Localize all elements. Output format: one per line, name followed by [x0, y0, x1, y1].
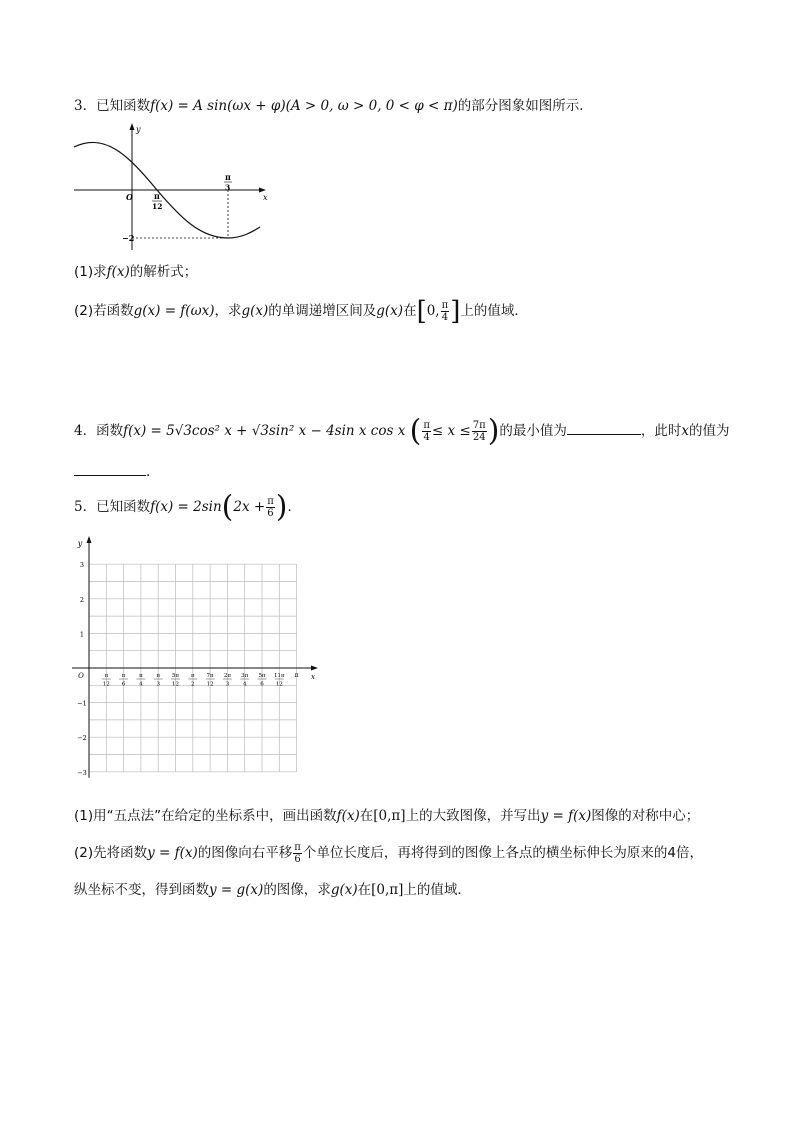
- q3-formula: f(x) = A sin(ωx + φ)(A > 0, ω > 0, 0 < φ < π): [150, 98, 458, 114]
- grid-x-tick-num: π: [139, 673, 143, 679]
- grid-x-tick-den: 3: [225, 681, 230, 688]
- grid-x-tick-den: 12: [172, 681, 179, 688]
- y-arrow-icon: [87, 536, 92, 543]
- q3-tick2-den: 3: [225, 183, 231, 192]
- q5-p2-b: 的图像向右平移: [197, 845, 293, 861]
- grid-x-last-label: π: [294, 672, 299, 679]
- q4-var: x: [681, 423, 690, 439]
- q5-p2-int: [0,π]: [371, 882, 404, 898]
- grid-x-tick-num: π: [104, 673, 109, 679]
- q3-y-label: y: [136, 125, 141, 134]
- q3-p2-mid3: 在: [403, 303, 417, 319]
- q5-p2-a: (2)先将函数: [74, 845, 148, 861]
- q5-p2-f: 在: [357, 882, 372, 898]
- grid-x-tick-den: 6: [121, 681, 126, 688]
- q3-origin: O: [126, 192, 133, 202]
- q4-formula: f(x) = 5√3cos² x + √3sin² x − 4sin x cos x: [123, 423, 406, 439]
- q3-p2-frac: $\frac{\pi}{4}$: [441, 300, 449, 323]
- q5-coordinate-grid: [70, 534, 330, 782]
- grid-x-tick-den: 12: [102, 681, 110, 688]
- q5-p2-eq1: y = f(x): [147, 845, 198, 861]
- grid-x-tick-num: π: [121, 673, 126, 679]
- q4-answer-blank-2[interactable]: [74, 475, 146, 476]
- q5-formula-pre: f(x) = 2sin: [150, 499, 222, 515]
- q3-p1-tail: 的解析式；: [129, 264, 198, 280]
- grid-x-tick-den: 6: [260, 681, 264, 688]
- q5-p1-eq: y = f(x): [540, 808, 592, 824]
- q5-formula-in: 2x +: [233, 499, 266, 515]
- q4-mid2: ，此时: [640, 423, 682, 439]
- q5-part1: [74, 806, 699, 826]
- q3-p1-f: f(x): [106, 264, 130, 280]
- q3-tick1-num: π: [154, 191, 160, 201]
- q5-formula-frac: $\frac{\pi}{6}$: [267, 496, 274, 519]
- q3-p2-tail: 上的值域．: [460, 303, 528, 319]
- q3-p2-int-left: 0,: [426, 303, 440, 319]
- q4-end: .: [146, 464, 151, 480]
- q5-p1-a: (1)用“五点法”在给定的坐标系中，画出函数: [74, 808, 337, 824]
- q3-graph: [70, 120, 280, 255]
- grid-origin: O: [78, 672, 84, 680]
- q3-part1: [74, 262, 197, 282]
- q3-p1-label: (1)求: [74, 264, 107, 280]
- q4-stem: 4．函数f(x) = 5√3cos² x + √3sin² x − 4sin x cos x ( $\frac{\pi}{4}$ ≤ x ≤ $\frac{7\pi}{24}$ )的最小值为 ，此时x的值为: [74, 413, 730, 449]
- q4-mid: 的最小值为: [499, 423, 567, 439]
- q5-p2-d: 纵坐标不变，得到函数: [74, 882, 209, 898]
- grid-y-tick-label: −2: [77, 734, 87, 743]
- q3-p2-formula: g(x) = f(ωx): [133, 303, 215, 319]
- grid-x-tick-num: 5π: [258, 673, 266, 679]
- q5-p2-c: 个单位长度后，再将得到的图像上各点的横坐标伸长为原来的4倍，: [302, 845, 703, 861]
- q3-ymin-label: −2: [122, 233, 135, 243]
- q4-cond-left: $\frac{\pi}{4}$: [423, 420, 430, 443]
- q3-p2-g2: g(x): [376, 303, 404, 319]
- grid-x-tick-num: 5π: [171, 673, 180, 679]
- grid-x-tick-den: 12: [275, 681, 283, 688]
- q3-stem: [74, 96, 593, 116]
- q3-p2-mid1: ，求: [214, 303, 242, 319]
- q5-lead: 已知函数: [96, 499, 151, 515]
- q3-tick2-num: π: [225, 172, 231, 182]
- grid-y-label: y: [77, 539, 83, 548]
- grid-x-tick-den: 3: [156, 681, 160, 688]
- q4-lead: 函数: [96, 423, 124, 439]
- q5-p2-e: 的图像，求: [263, 882, 331, 898]
- q5-p1-c: 上的大致图像，并写出: [405, 808, 541, 824]
- q5-end: ．: [287, 499, 301, 515]
- q4-tail: 的值为: [689, 423, 730, 439]
- grid-x-tick-den: 4: [242, 681, 247, 688]
- grid-y-tick-label: 3: [79, 561, 85, 570]
- q5-p2-frac: $\frac{\pi}{6}$: [294, 842, 301, 865]
- grid-y-tick-label: 2: [79, 595, 85, 604]
- q5-number: 5．: [74, 499, 97, 515]
- q3-lead: 已知函数: [96, 98, 151, 114]
- x-arrow-icon: [311, 666, 318, 671]
- grid-x-tick-den: 2: [191, 681, 195, 688]
- q3-p2-label: (2)若函数: [74, 303, 134, 319]
- q5-p1-int: [0,π]: [373, 808, 406, 824]
- q5-stem: 5．已知函数f(x) = 2sin(2x + $\frac{\pi}{6}$ )．: [74, 489, 301, 525]
- grid-y-tick-label: −3: [77, 768, 87, 777]
- grid-x-tick-num: 11π: [273, 673, 285, 679]
- q3-number: 3．: [74, 98, 97, 114]
- q5-part2-line1: [74, 842, 703, 865]
- q5-p2-g: g(x): [330, 882, 358, 898]
- grid-y-tick-label: −1: [77, 699, 87, 708]
- q4-line2: [74, 462, 150, 482]
- q4-cond-mid: ≤ x ≤: [431, 423, 471, 439]
- q5-p1-b: 在: [359, 808, 374, 824]
- q5-p1-d: 图像的对称中心；: [591, 808, 700, 824]
- grid-x-tick-num: 2π: [223, 673, 231, 679]
- q3-tick1-den: 12: [152, 202, 163, 211]
- q3-tail: 的部分图象如图所示．: [457, 98, 593, 114]
- q3-x-arrow-icon: [259, 188, 266, 193]
- q3-x-label: x: [263, 193, 268, 202]
- q3-part2: (2)若函数g(x) = f(ωx)，求g(x)的单调递增区间及g(x)在[0, $\frac{\pi}{4}$ ]上的值域．: [74, 296, 528, 327]
- grid-x-tick-den: 12: [206, 681, 214, 688]
- q3-p2-mid2: 的单调递增区间及: [268, 303, 377, 319]
- q5-part2-line2: [74, 880, 471, 900]
- q4-number: 4．: [74, 423, 97, 439]
- q5-p2-g2: 上的值域．: [403, 882, 471, 898]
- grid-x-tick-num: π: [190, 673, 195, 679]
- grid-x-label: x: [311, 673, 315, 681]
- grid-x-tick-den: 4: [139, 681, 143, 688]
- grid-x-tick-num: π: [156, 673, 161, 679]
- q4-answer-blank-1[interactable]: [567, 434, 641, 435]
- q4-cond-right: $\frac{7\pi}{24}$: [472, 420, 486, 443]
- q3-p2-g1: g(x): [241, 303, 269, 319]
- q3-y-arrow-icon: [130, 123, 135, 130]
- grid-x-tick-num: 3π: [241, 673, 249, 679]
- grid-y-tick-label: 1: [79, 630, 85, 639]
- grid-x-tick-num: 7π: [206, 673, 214, 679]
- q5-p1-f: f(x): [336, 808, 360, 824]
- q5-p2-eq2: y = g(x): [209, 882, 264, 898]
